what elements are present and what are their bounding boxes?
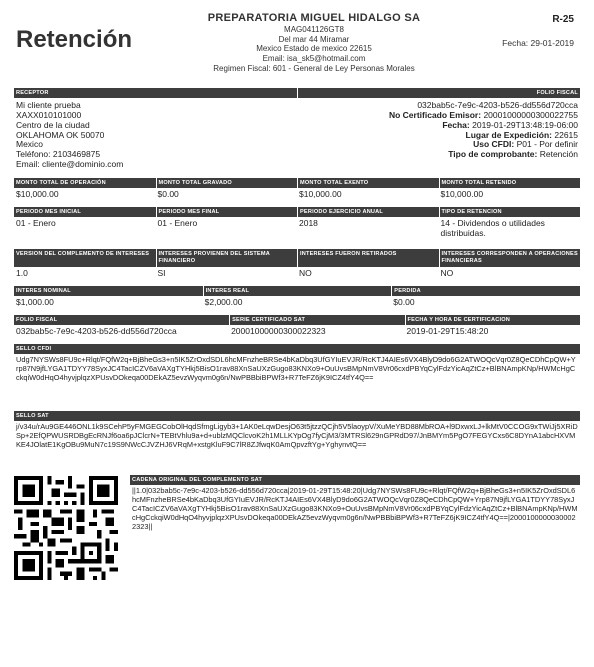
complemento-header: VERSION DEL COMPLEMENTO DE INTERESES	[14, 249, 156, 267]
tipo-value: Retención	[539, 149, 578, 160]
issuer-name: PREPARATORIA MIGUEL HIDALGO SA	[207, 12, 421, 24]
periodo-header: PERIODO MES INICIAL	[14, 207, 156, 217]
timbre-values	[14, 325, 580, 344]
operaciones-financieras: NO	[440, 268, 454, 278]
periodo-inicial: 01 - Enero	[16, 218, 56, 228]
interes-nominal: $1,000.00	[16, 297, 54, 307]
montos-header: MONTO TOTAL DE OPERACIÓN	[14, 178, 156, 188]
tipo-retencion: 14 - Dividendos o utilidades distribuidas.	[440, 218, 545, 238]
montos-header: MONTO TOTAL EXENTO	[297, 178, 439, 188]
issuer-regimen: Regimen Fiscal: 601 - General de Ley Personas Morales	[213, 63, 415, 73]
complemento-header: INTERESES PROVIENEN DEL SISTEMA FINANCIERO	[156, 249, 298, 267]
intereses-header: INTERES REAL	[203, 286, 392, 296]
lugar-label: Lugar de Expedición:	[465, 129, 552, 140]
timbre-header: SERIE CERTIFICADO SAT	[229, 315, 404, 325]
intereses-retirados: NO	[299, 268, 312, 278]
periodo-header: PERIODO EJERCICIO ANUAL	[297, 207, 439, 217]
folio-fiscal-details	[389, 101, 578, 178]
intereses-header: INTERES NOMINAL	[14, 286, 203, 296]
receptor-name: Mi cliente prueba	[16, 100, 81, 110]
cert-emisor-value: 20001000000300022755	[483, 109, 578, 120]
periodo-header: TIPO DE RETENCION	[439, 207, 581, 217]
document-header	[14, 10, 580, 88]
fecha-value: 2019-01-29T13:48:19-06:00	[472, 119, 578, 130]
intereses-header-bar	[14, 286, 580, 296]
receptor-address2: OKLAHOMA OK 50070	[16, 129, 105, 140]
issuer-city: Mexico Estado de mexico 22615	[256, 44, 372, 54]
qr-code-image	[14, 475, 118, 581]
receptor-rfc: XAXX010101000	[16, 109, 82, 120]
receptor-email: Email: cliente@dominio.com	[16, 159, 124, 170]
cadena-text: ||1.0|032bab5c-7e9c-4203-b526-dd556d720cca|2019-01-29T15:48:20|Udg7NYSWs8FU9c+Rlqt/FQfW2q+BjBheGs3+n5IK5ZrOxdSDL6hcMFnzheBRSe4bKaDbq3UfGYIuEVJR/RcKTJ4AIEs6VX4BlyD9do6G2ATWOQcVqr0Z8QeCDhCpQW+Yrp87N9jfLYGA1TDYY78SyxJC4TacICZV6aVAXgTYHkj5BisO1rav88XnSaUXzGugo83KNXo9+OuUvsBMpNmV8Vr06cxdPBYqCylFdzYicAqZtCz+BlBNAmpKNp/HWMcHgCckqiW0dHqO4hyvjplqzXPUsvDOkeqa00DEkAZ5evzWyqvm0g6n/NwPBBbiBPWf3+R7TeFZ6jK9ICZ4tfY4Q==|20001000000300022323||	[132, 486, 578, 531]
issuer-rfc: MAG041126GT8	[284, 25, 344, 35]
intereses-values	[14, 296, 580, 315]
uso-value: P01 - Por definir	[516, 139, 578, 150]
monto-retenido: $10,000.00	[440, 189, 484, 199]
timbre-header: FOLIO FISCAL	[14, 315, 229, 325]
perdida: $0.00	[393, 297, 415, 307]
complemento-version: 1.0	[16, 268, 28, 278]
periodo-header-bar	[14, 207, 580, 217]
cadena-label: CADENA ORIGINAL DEL COMPLEMENTO SAT	[130, 475, 580, 485]
sello-sat-text: j/v34u/rAu9GE446ONL1k9SCehP5yFMGEGCobOlHqdSfmgLigyb3+1AK0eLqwDesjO63t5jtzzQCjh5V5laoypV/XuMeYBD88MbROA+l9DxwxLJ+lkMtV0CCOG9xTWiJj5XRiDSp+2EfQPWUSRDBgEcRNJf6oa6pJClcrN+TEBtVhlu9a+d+ublzMQClcvoK2h1MLLKYpOg7fyCjM3/3MTRSl629nGPRdD97/JnBMYm5PgO7FEGYCxs6C8DYnA1abcHXVMKE4JOlatE1KgOBu9MuN7c19S9NWcCJVZHJ6VRqM+xstgKluF9C7lR8ZJfwqK0AmQpvzftYg+YghynvtQ==	[16, 422, 578, 449]
sistema-financiero: SI	[157, 268, 166, 278]
issuer-street: Del mar 44 Miramar	[278, 34, 350, 44]
tipo-label: Tipo de comprobante:	[448, 149, 538, 160]
complemento-values	[14, 267, 580, 286]
uso-label: Uso CFDI:	[473, 139, 515, 150]
periodo-final: 01 - Enero	[157, 218, 198, 228]
issuer-info	[184, 12, 444, 73]
timbre-header-bar	[14, 315, 580, 325]
montos-values	[14, 188, 580, 207]
document-title: Retención	[16, 26, 133, 53]
monto-exento: $10,000.00	[299, 189, 342, 199]
cert-emisor-label: No Certificado Emisor:	[388, 109, 482, 120]
periodo-values	[14, 217, 580, 249]
complemento-header: INTERESES CORRESPONDEN A OPERACIONES FINANCIERAS	[439, 249, 581, 267]
sello-cfdi-text: Udg7NYSWs8FU9c+Rlqt/FQfW2q+BjBheGs3+n5IK5ZrOxdSDL6hcMFnzheBRSe4bKaDbq3UfGYIuEVJR/RcKTJ4AIEs6VX4BlyD9do6G2ATWOQcVqr0Z8QeCDhCpQW+Yrp87N9jfLYGA1TDYY78SyxJC4TacICZV6aVAXgTYHkj5BisO1rav88XnSaUXzGugo83KNXo9+OuUvsBMpNmV8Vr06cxdPBYqCylFdzYicAqZtCz+BlBNAmpKNp/HWMcHgCckqiW0dHqO4hyvjplqzXPUsvDOkeqa00DEkAZ5evzWyqvm0g6n/NwPBBbiBPWf3+R7TeFZ6jK9ICZ4tfY4Q==	[16, 355, 576, 382]
periodo-header: PERIODO MES FINAL	[156, 207, 298, 217]
timbre-folio: 032bab5c-7e9c-4203-b526-dd556d720cca	[16, 326, 177, 336]
sello-sat-label: SELLO SAT	[14, 411, 580, 421]
montos-header: MONTO TOTAL GRAVADO	[156, 178, 298, 188]
sello-cfdi-label: SELLO CFDI	[14, 344, 580, 354]
receptor-label: RECEPTOR	[14, 88, 297, 98]
lugar-value: 22615	[554, 129, 578, 140]
periodo-ejercicio: 2018	[299, 218, 318, 228]
timbre-header: FECHA Y HORA DE CERTIFICACION	[405, 315, 580, 325]
tipo-row	[389, 150, 578, 160]
fecha-label: Fecha:	[442, 119, 470, 130]
timbre-serie: 20001000000300022323	[231, 326, 326, 336]
bottom-section	[14, 475, 580, 581]
intereses-header: PERDIDA	[391, 286, 580, 296]
issuer-email: Email: isa_sk5@hotmail.com	[262, 53, 366, 63]
complemento-header-bar	[14, 249, 580, 267]
receptor-section	[14, 98, 580, 178]
montos-header: MONTO TOTAL RETENIDO	[439, 178, 581, 188]
receptor-phone: Teléfono: 2103469875	[16, 149, 101, 160]
montos-header-bar	[14, 178, 580, 188]
receptor-country: Mexico	[16, 139, 43, 150]
monto-operacion: $10,000.00	[16, 189, 59, 199]
receptor-details	[16, 101, 123, 178]
interes-real: $2,000.00	[204, 297, 243, 307]
cadena-section	[130, 475, 580, 581]
receptor-header-bar	[14, 88, 580, 98]
timbre-fecha: 2019-01-29T15:48:20	[406, 326, 489, 336]
monto-gravado: $0.00	[157, 189, 179, 199]
folio-uuid: 032bab5c-7e9c-4203-b526-dd556d720cca	[417, 100, 578, 110]
folio-code: R-25	[552, 14, 574, 25]
receptor-address1: Centro de la ciudad	[16, 119, 90, 130]
issue-date: Fecha: 29-01-2019	[502, 38, 574, 48]
folio-fiscal-label: FOLIO FISCAL	[297, 88, 580, 98]
complemento-header: INTERESES FUERON RETIRADOS	[297, 249, 439, 267]
